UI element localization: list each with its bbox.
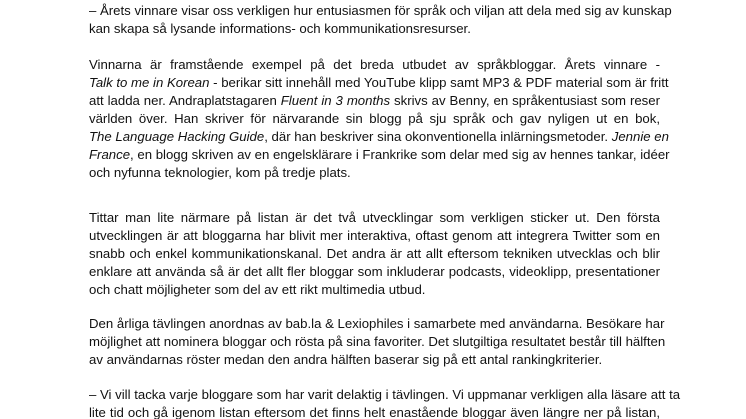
text-line: världen över. Han skriver för närvarande sin blogg på sju språk och gav nyligen ut en bok, [89, 111, 660, 126]
blog-title-jennie-en: Jennie en [611, 129, 669, 144]
text-line: Tittar man lite närmare på listan är det två utvecklingar som verkligen sticker ut. Den första [89, 210, 660, 225]
text-line: av användarnas röster medan den andra hälften baserar sig på ett antal rankingkriterier. [89, 352, 603, 367]
text-line: Den årliga tävlingen anordnas av bab.la & Lexiophiles i samarbete med användarna. Besökare har [89, 316, 665, 331]
text-line [89, 92, 660, 110]
text-line: och chatt möjligheter som del av ett rikt multimedia utbud. [89, 282, 426, 297]
paragraph-competition [89, 315, 666, 369]
text-line: Vinnarna är framstående exempel på det breda utbudet av språkbloggar. Årets vinnare - [89, 57, 660, 72]
paragraph-developments [89, 209, 660, 299]
text-line [89, 128, 669, 146]
paragraph-winner-quote [89, 2, 672, 38]
text-segment: berikar sitt innehåll med YouTube klipp samt MP3 & PDF material som är fritt [221, 75, 669, 90]
text-line: och nyfunna teknologier, kom på tredje plats. [89, 165, 351, 180]
text-line: utvecklingen är att bloggarna har blivit mer interaktiva, oftast genom att integrera Twitter som en [89, 228, 660, 243]
text-segment: att ladda ner. Andraplatstagaren [89, 93, 277, 108]
text-segment: , där han beskriver sina okonventionella inlärningsmetoder. [264, 129, 609, 144]
text-line: snabb och enkel kommunikationskanal. Det andra är att allt eftersom tekniken utvecklas och blir [89, 246, 660, 261]
blog-title-talk-to-me-in-korean: Talk to me in Korean [89, 75, 210, 90]
text-line: lite tid och gå igenom listan eftersom det finns helt enastående bloggar även längre ner på listan, [89, 405, 660, 419]
paragraph-winners [89, 56, 670, 182]
text-line: – Vi vill tacka varje bloggare som har varit delaktig i tävlingen. Vi uppmanar verkligen alla läsare att ta [89, 387, 681, 402]
text-segment: , en blogg skriven av en engelsklärare i Frankrike som delar med sig av hennes tankar, idéer [130, 147, 670, 162]
book-title-language-hacking-guide: The Language Hacking Guide [89, 129, 265, 144]
text-line: enklare att använda så är det allt fler bloggar som inkluderar podcasts, videoklipp, presentationer [89, 264, 660, 279]
text-line [89, 146, 670, 164]
text-segment: skrivs av Benny, en språkentusiast som reser [394, 93, 661, 108]
text-line: kan skapa så lysande informations- och kommunikationsresurser. [89, 21, 471, 36]
blog-title-fluent-in-3-months: Fluent in 3 months [280, 93, 391, 108]
text-line: – Årets vinnare visar oss verkligen hur entusiasmen för språk och viljan att dela med sig av kunskap [89, 3, 672, 18]
text-line: Talk to me in Korean - berikar sitt innehåll med YouTube klipp samt MP3 & PDF material som är fritt [89, 75, 669, 90]
text-line: möjlighet att nominera bloggar och rösta på sina favoriter. Det slutgiltiga resultatet består till hälften [89, 334, 666, 349]
paragraph-thanks-quote [89, 386, 681, 419]
blog-title-france: France [89, 147, 131, 162]
